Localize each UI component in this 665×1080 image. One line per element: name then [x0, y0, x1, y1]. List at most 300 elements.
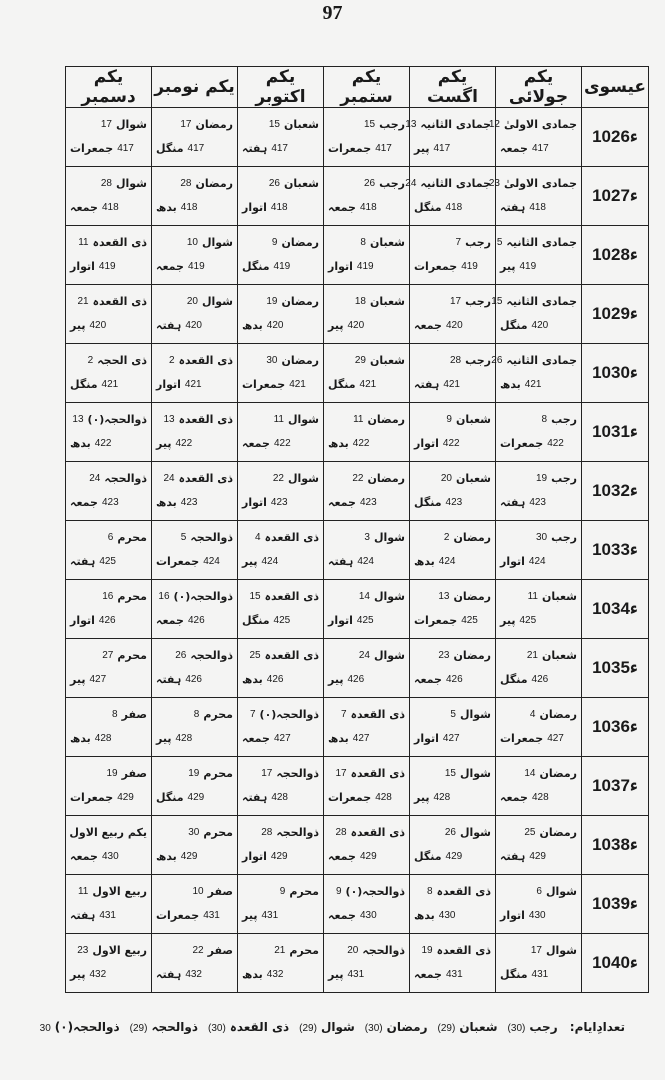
date-cell [66, 816, 152, 875]
hijri-year: 421 [524, 379, 542, 390]
weekday: ہفتہ [500, 850, 526, 863]
header-december: یکم دسمبر [66, 67, 152, 108]
hijri-month: شعبان [283, 118, 319, 131]
hijri-date [70, 114, 147, 136]
weekday: اتوار [500, 555, 525, 568]
hijri-year-weekday [70, 433, 147, 455]
hijri-date [414, 527, 491, 549]
hijri-year: 428 [271, 792, 288, 803]
date-cell [324, 226, 410, 285]
hijri-day: 9 [279, 886, 286, 897]
date-cell [152, 403, 238, 462]
date-cell [66, 580, 152, 639]
date-cell [152, 875, 238, 934]
hijri-day: 30 [535, 532, 548, 543]
weekday: ہفتہ [70, 909, 96, 922]
hijri-year-weekday [414, 315, 491, 337]
hijri-year-weekday [156, 374, 233, 396]
hijri-year-weekday [414, 964, 491, 986]
hijri-month: ذی القعدہ [178, 354, 233, 367]
hijri-year: 424 [203, 556, 220, 567]
hijri-date [70, 232, 147, 254]
weekday: جمعہ [156, 260, 184, 273]
date-cell [324, 580, 410, 639]
date-cell [66, 403, 152, 462]
weekday: پیر [70, 673, 86, 686]
footer-month: رمضان [386, 1020, 428, 1034]
hijri-month: ذوالحجہ [190, 531, 233, 544]
date-cell [488, 108, 582, 167]
weekday: جمعرات [70, 142, 114, 155]
table-row [66, 875, 649, 934]
hijri-day: 10 [186, 237, 198, 248]
hijri-month: رمضان [281, 236, 319, 249]
hijri-month: ذوالحجہ(٠) [259, 708, 319, 721]
hijri-year: 431 [347, 969, 365, 980]
hijri-date [328, 173, 405, 195]
hijri-year-weekday [242, 964, 319, 986]
header-november: یکم نومبر [152, 67, 238, 108]
hijri-calendar-table [65, 66, 649, 993]
hijri-month: یکم ربیع الاول [69, 826, 147, 839]
hijri-date [491, 350, 577, 372]
hijri-month: شوال [287, 413, 319, 426]
gregorian-year: 1040ء [582, 934, 649, 993]
weekday: پیر [328, 673, 344, 686]
hijri-year: 429 [180, 851, 198, 862]
hijri-year-weekday [70, 846, 147, 868]
hijri-date [156, 704, 233, 726]
hijri-year: 421 [184, 379, 202, 390]
hijri-year-weekday [242, 433, 319, 455]
hijri-date [500, 822, 577, 844]
weekday: منگل [500, 968, 528, 981]
hijri-day: 5 [180, 532, 187, 543]
hijri-year-weekday [242, 374, 319, 396]
hijri-year-weekday [500, 846, 577, 868]
hijri-date [405, 173, 491, 195]
hijri-year-weekday [70, 905, 147, 927]
hijri-date [414, 409, 491, 431]
hijri-year-weekday [500, 669, 577, 691]
hijri-year: 430 [528, 910, 546, 921]
weekday: ہفتہ [328, 555, 354, 568]
footer-label: تعدادِایام: [569, 1020, 625, 1034]
hijri-date [500, 468, 577, 490]
gregorian-year: 1031ء [582, 403, 649, 462]
hijri-date [328, 350, 405, 372]
hijri-day: 8 [360, 237, 366, 248]
hijri-year-weekday [242, 197, 319, 219]
hijri-month: جمادی الثانیہ [420, 177, 491, 190]
hijri-year: 418 [359, 202, 377, 213]
hijri-date [500, 409, 577, 431]
date-cell [324, 462, 410, 521]
hijri-year-weekday [242, 787, 319, 809]
hijri-date [156, 173, 233, 195]
hijri-year-weekday [328, 669, 405, 691]
hijri-year: 426 [98, 615, 116, 626]
hijri-date [242, 940, 319, 962]
hijri-date [328, 291, 405, 313]
hijri-month: ذی القعدہ [350, 767, 405, 780]
hijri-year: 427 [547, 733, 564, 744]
hijri-month: رجب [465, 295, 491, 308]
weekday: بدھ [328, 437, 349, 450]
table-row [66, 521, 649, 580]
hijri-day: 15 [249, 591, 261, 602]
hijri-day: 8 [541, 414, 548, 425]
hijri-year-weekday [500, 315, 577, 337]
hijri-date [70, 586, 147, 608]
hijri-year-weekday [328, 728, 405, 750]
weekday: اتوار [328, 614, 353, 627]
hijri-date [156, 586, 233, 608]
date-cell [238, 521, 324, 580]
weekday: ہفتہ [242, 791, 268, 804]
hijri-month: صفر [121, 708, 147, 721]
hijri-month: ذوالحجہ [276, 826, 319, 839]
hijri-year-weekday [242, 315, 319, 337]
weekday: اتوار [156, 378, 181, 391]
gregorian-year: 1037ء [582, 757, 649, 816]
weekday: منگل [328, 378, 356, 391]
weekday: جمعرات [500, 732, 544, 745]
hijri-month: جمادی الثانیہ [506, 354, 577, 367]
hijri-day: 28 [100, 178, 112, 189]
hijri-month: شعبان [455, 413, 491, 426]
hijri-day: 28 [261, 827, 273, 838]
weekday: جمعرات [328, 791, 372, 804]
date-cell [66, 757, 152, 816]
date-cell [152, 226, 238, 285]
hijri-year-weekday [500, 433, 577, 455]
hijri-year: 419 [461, 261, 478, 272]
hijri-day: 8 [427, 886, 433, 897]
weekday: جمعہ [70, 496, 98, 509]
hijri-month: شوال [201, 236, 233, 249]
hijri-date [70, 763, 147, 785]
hijri-date [242, 645, 319, 667]
hijri-month: ذی القعدہ [92, 236, 147, 249]
weekday: پیر [414, 142, 430, 155]
hijri-day: 26 [491, 355, 503, 366]
header-september: یکم ستمبر [324, 67, 410, 108]
hijri-day: 26 [363, 178, 376, 189]
weekday: ہفتہ [500, 496, 526, 509]
date-cell [152, 108, 238, 167]
date-cell [324, 108, 410, 167]
hijri-day: 26 [268, 178, 280, 189]
hijri-year-weekday [500, 256, 577, 278]
hijri-year: 419 [273, 261, 291, 272]
hijri-year: 417 [187, 143, 205, 154]
hijri-month: ربیع الاول [92, 944, 147, 957]
hijri-year: 431 [445, 969, 463, 980]
hijri-month: رجب [379, 118, 405, 131]
date-cell [238, 344, 324, 403]
hijri-year-weekday [70, 669, 147, 691]
hijri-day: 14 [358, 591, 370, 602]
hijri-year-weekday [414, 551, 491, 573]
weekday: جمعہ [328, 496, 356, 509]
hijri-day: 8 [193, 709, 200, 720]
weekday: پیر [156, 732, 172, 745]
hijri-date [496, 232, 577, 254]
footer-days: (29) [437, 1023, 456, 1034]
footer-days: 30 [39, 1023, 51, 1034]
date-cell [324, 167, 410, 226]
hijri-year: 428 [375, 792, 392, 803]
weekday: جمعہ [70, 201, 98, 214]
hijri-day: 10 [192, 886, 204, 897]
hijri-date [242, 468, 319, 490]
hijri-day: 20 [186, 296, 198, 307]
hijri-year-weekday [156, 138, 233, 160]
date-cell [238, 698, 324, 757]
hijri-month: رمضان [453, 590, 491, 603]
hijri-year: 423 [445, 497, 463, 508]
hijri-day: 17 [530, 945, 542, 956]
hijri-date [242, 586, 319, 608]
hijri-year: 420 [531, 320, 549, 331]
table-row [66, 816, 649, 875]
gregorian-year: 1030ء [582, 344, 649, 403]
hijri-month: جمادی الثانیہ [420, 118, 491, 131]
hijri-year: 420 [445, 320, 463, 331]
weekday: منگل [242, 614, 270, 627]
hijri-year: 421 [101, 379, 119, 390]
hijri-year-weekday [414, 846, 491, 868]
hijri-month: رجب [465, 236, 491, 249]
hijri-day: 17 [261, 768, 273, 779]
hijri-date [414, 468, 491, 490]
footer-month-length [36, 1020, 120, 1034]
hijri-month: جمادی الثانیہ [506, 236, 577, 249]
weekday: منگل [414, 201, 442, 214]
hijri-year-weekday [328, 256, 405, 278]
hijri-day: 2 [169, 355, 175, 366]
hijri-year: 427 [442, 733, 460, 744]
weekday: اتوار [242, 850, 267, 863]
hijri-day: 13 [438, 591, 450, 602]
date-cell [238, 639, 324, 698]
hijri-day: 9 [335, 886, 342, 897]
table-row [66, 344, 649, 403]
hijri-day: 24 [89, 473, 101, 484]
date-cell [238, 816, 324, 875]
hijri-year: 422 [273, 438, 291, 449]
date-cell [496, 639, 582, 698]
weekday: جمعہ [328, 909, 356, 922]
hijri-day: 16 [102, 591, 114, 602]
table-row [66, 757, 649, 816]
hijri-month: ذوالحجہ(٠) [173, 590, 233, 603]
hijri-year: 431 [99, 910, 116, 921]
hijri-day: 22 [352, 473, 364, 484]
hijri-day: 23 [488, 178, 500, 189]
footer-month-length [204, 1020, 289, 1034]
hijri-day: 13 [72, 414, 84, 425]
footer-days: (29) [129, 1023, 148, 1034]
hijri-month: رجب [465, 354, 491, 367]
footer-month-length [504, 1020, 558, 1034]
weekday: جمعہ [414, 968, 442, 981]
date-cell [324, 698, 410, 757]
weekday: پیر [70, 968, 86, 981]
weekday: پیر [328, 319, 344, 332]
hijri-year: 429 [117, 792, 134, 803]
hijri-year: 424 [528, 556, 546, 567]
weekday: منگل [414, 850, 442, 863]
weekday: منگل [156, 142, 184, 155]
hijri-date [156, 350, 233, 372]
hijri-year-weekday [414, 433, 491, 455]
date-cell [491, 285, 582, 344]
header-july: یکم جولائی [496, 67, 582, 108]
hijri-date [156, 822, 233, 844]
hijri-month: شعبان [283, 177, 319, 190]
weekday: جمعہ [500, 791, 528, 804]
hijri-year-weekday [242, 846, 319, 868]
hijri-day: 5 [496, 237, 503, 248]
header-gregorian-year: عیسوی [582, 67, 649, 108]
date-cell [152, 757, 238, 816]
date-cell [66, 875, 152, 934]
hijri-day: 24 [163, 473, 175, 484]
hijri-month: رمضان [281, 354, 319, 367]
hijri-year: 425 [519, 615, 537, 626]
weekday: جمعہ [242, 437, 270, 450]
hijri-year: 419 [187, 261, 205, 272]
hijri-year: 422 [175, 438, 193, 449]
footer-month: ذوالحجہ(٠) [54, 1020, 120, 1034]
hijri-date [500, 704, 577, 726]
hijri-day: 22 [192, 945, 204, 956]
hijri-date [488, 114, 577, 136]
date-cell [66, 639, 152, 698]
hijri-year-weekday [414, 374, 491, 396]
hijri-year: 425 [461, 615, 478, 626]
hijri-day: 6 [536, 886, 542, 897]
date-cell [66, 521, 152, 580]
hijri-year-weekday [70, 610, 147, 632]
gregorian-year: 1036ء [582, 698, 649, 757]
gregorian-year: 1033ء [582, 521, 649, 580]
hijri-year: 417 [117, 143, 134, 154]
hijri-year: 422 [352, 438, 370, 449]
hijri-year: 420 [266, 320, 284, 331]
hijri-month: محرم [289, 885, 319, 898]
hijri-month: ذوالحجہ [362, 944, 405, 957]
date-cell [324, 757, 410, 816]
date-cell [152, 816, 238, 875]
hijri-date [242, 173, 319, 195]
hijri-year-weekday [414, 197, 491, 219]
hijri-year-weekday [242, 256, 319, 278]
hijri-year: 431 [203, 910, 220, 921]
hijri-year: 425 [356, 615, 374, 626]
weekday: ہفتہ [414, 378, 440, 391]
table-row [66, 285, 649, 344]
date-cell [496, 580, 582, 639]
weekday: جمعہ [500, 142, 528, 155]
date-cell [410, 816, 496, 875]
hijri-date [328, 586, 405, 608]
hijri-year-weekday [414, 728, 491, 750]
hijri-year-weekday [70, 138, 147, 160]
hijri-year: 429 [270, 851, 288, 862]
hijri-year: 430 [359, 910, 377, 921]
hijri-year-weekday [328, 846, 405, 868]
hijri-day: 24 [405, 178, 417, 189]
hijri-year-weekday [328, 374, 405, 396]
hijri-date [242, 704, 319, 726]
table-header-row [66, 67, 649, 108]
header-october: یکم اکتوبر [238, 67, 324, 108]
date-cell [324, 521, 410, 580]
hijri-year: 424 [261, 556, 279, 567]
weekday: جمعرات [414, 260, 458, 273]
hijri-month: رجب [379, 177, 405, 190]
hijri-year: 422 [94, 438, 112, 449]
hijri-year: 418 [445, 202, 463, 213]
hijri-year: 428 [94, 733, 112, 744]
hijri-year: 418 [101, 202, 119, 213]
hijri-day: 13 [163, 414, 175, 425]
hijri-day: 2 [87, 355, 94, 366]
weekday: اتوار [242, 201, 267, 214]
month-lengths-footer [39, 1014, 625, 1040]
hijri-year-weekday [70, 551, 147, 573]
hijri-year-weekday [156, 315, 233, 337]
date-cell [410, 462, 496, 521]
hijri-month: رجب [551, 413, 577, 426]
hijri-year: 426 [187, 615, 205, 626]
date-cell [152, 698, 238, 757]
table-row [66, 226, 649, 285]
hijri-date [242, 350, 319, 372]
table-row [66, 167, 649, 226]
hijri-month: محرم [117, 590, 147, 603]
hijri-day: 11 [78, 237, 89, 248]
hijri-month: شوال [459, 767, 491, 780]
date-cell [238, 226, 324, 285]
hijri-date [414, 350, 491, 372]
hijri-month: رمضان [539, 826, 577, 839]
hijri-month: ذی القعدہ [264, 590, 319, 603]
hijri-day: 17 [449, 296, 462, 307]
hijri-year: 421 [359, 379, 377, 390]
hijri-date [70, 527, 147, 549]
hijri-date [242, 527, 319, 549]
footer-days: (30) [507, 1023, 526, 1034]
hijri-year-weekday [328, 964, 405, 986]
hijri-date [328, 527, 405, 549]
weekday: بدھ [242, 968, 263, 981]
hijri-year: 428 [175, 733, 193, 744]
hijri-month: ربیع الاول [92, 885, 147, 898]
hijri-year: 426 [347, 674, 365, 685]
hijri-month: شوال [115, 118, 147, 131]
hijri-date [414, 645, 491, 667]
hijri-year-weekday [328, 610, 405, 632]
date-cell [152, 344, 238, 403]
date-cell [496, 698, 582, 757]
weekday: بدھ [156, 496, 177, 509]
date-cell [152, 521, 238, 580]
hijri-year-weekday [156, 433, 233, 455]
